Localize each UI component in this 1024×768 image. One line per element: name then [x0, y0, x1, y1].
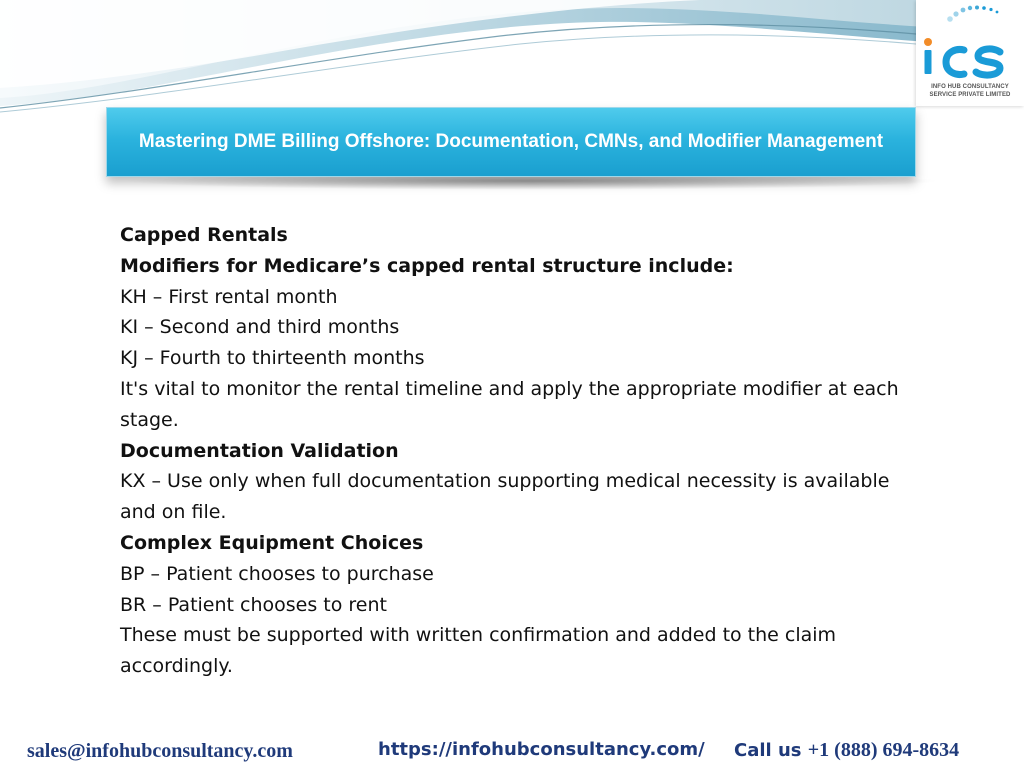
logo-company-name: INFO HUB CONSULTANCY — [931, 84, 1009, 90]
heading-documentation-validation: Documentation Validation — [120, 439, 399, 462]
heading-capped-rentals: Capped Rentals — [120, 224, 288, 246]
modifier-kh-line: KH – First rental month — [120, 285, 338, 308]
footer-phone-number: +1 (888) 694-8634 — [807, 739, 960, 761]
footer-phone-label: Call us — [734, 740, 802, 761]
modifier-br-line: BR – Patient chooses to rent — [120, 593, 387, 616]
modifier-kj-line: KJ – Fourth to thirteenth months — [120, 347, 425, 370]
content-body — [120, 220, 920, 682]
footer-phone[interactable] — [734, 739, 959, 762]
confirmation-note: These must be supported with written confirmation and added to the claim accordingly. — [120, 624, 837, 678]
footer-website-link[interactable]: https://infohubconsultancy.com/ — [378, 739, 705, 760]
title-banner — [106, 107, 916, 177]
page-title: Mastering DME Billing Offshore: Documentation, CMNs, and Modifier Management — [138, 131, 884, 152]
company-logo — [916, 0, 1024, 106]
logo-company-type: SERVICE PRIVATE LIMITED — [929, 92, 1011, 98]
subheading-capped-rental-modifiers: Modifiers for Medicare’s capped rental structure include: — [120, 254, 734, 277]
modifier-bp-line: BP – Patient chooses to purchase — [120, 562, 434, 585]
heading-complex-equipment: Complex Equipment Choices — [120, 531, 424, 554]
footer-email-link[interactable]: sales@infohubconsultancy.com — [27, 740, 293, 762]
modifier-kx-line: KX – Use only when full documentation supporting medical necessity is available and on file. — [120, 470, 890, 524]
ics-logo-icon — [916, 0, 1024, 84]
modifier-ki-line: KI – Second and third months — [120, 316, 400, 339]
rental-timeline-note: It's vital to monitor the rental timeline and apply the appropriate modifier at each stage. — [120, 377, 899, 431]
